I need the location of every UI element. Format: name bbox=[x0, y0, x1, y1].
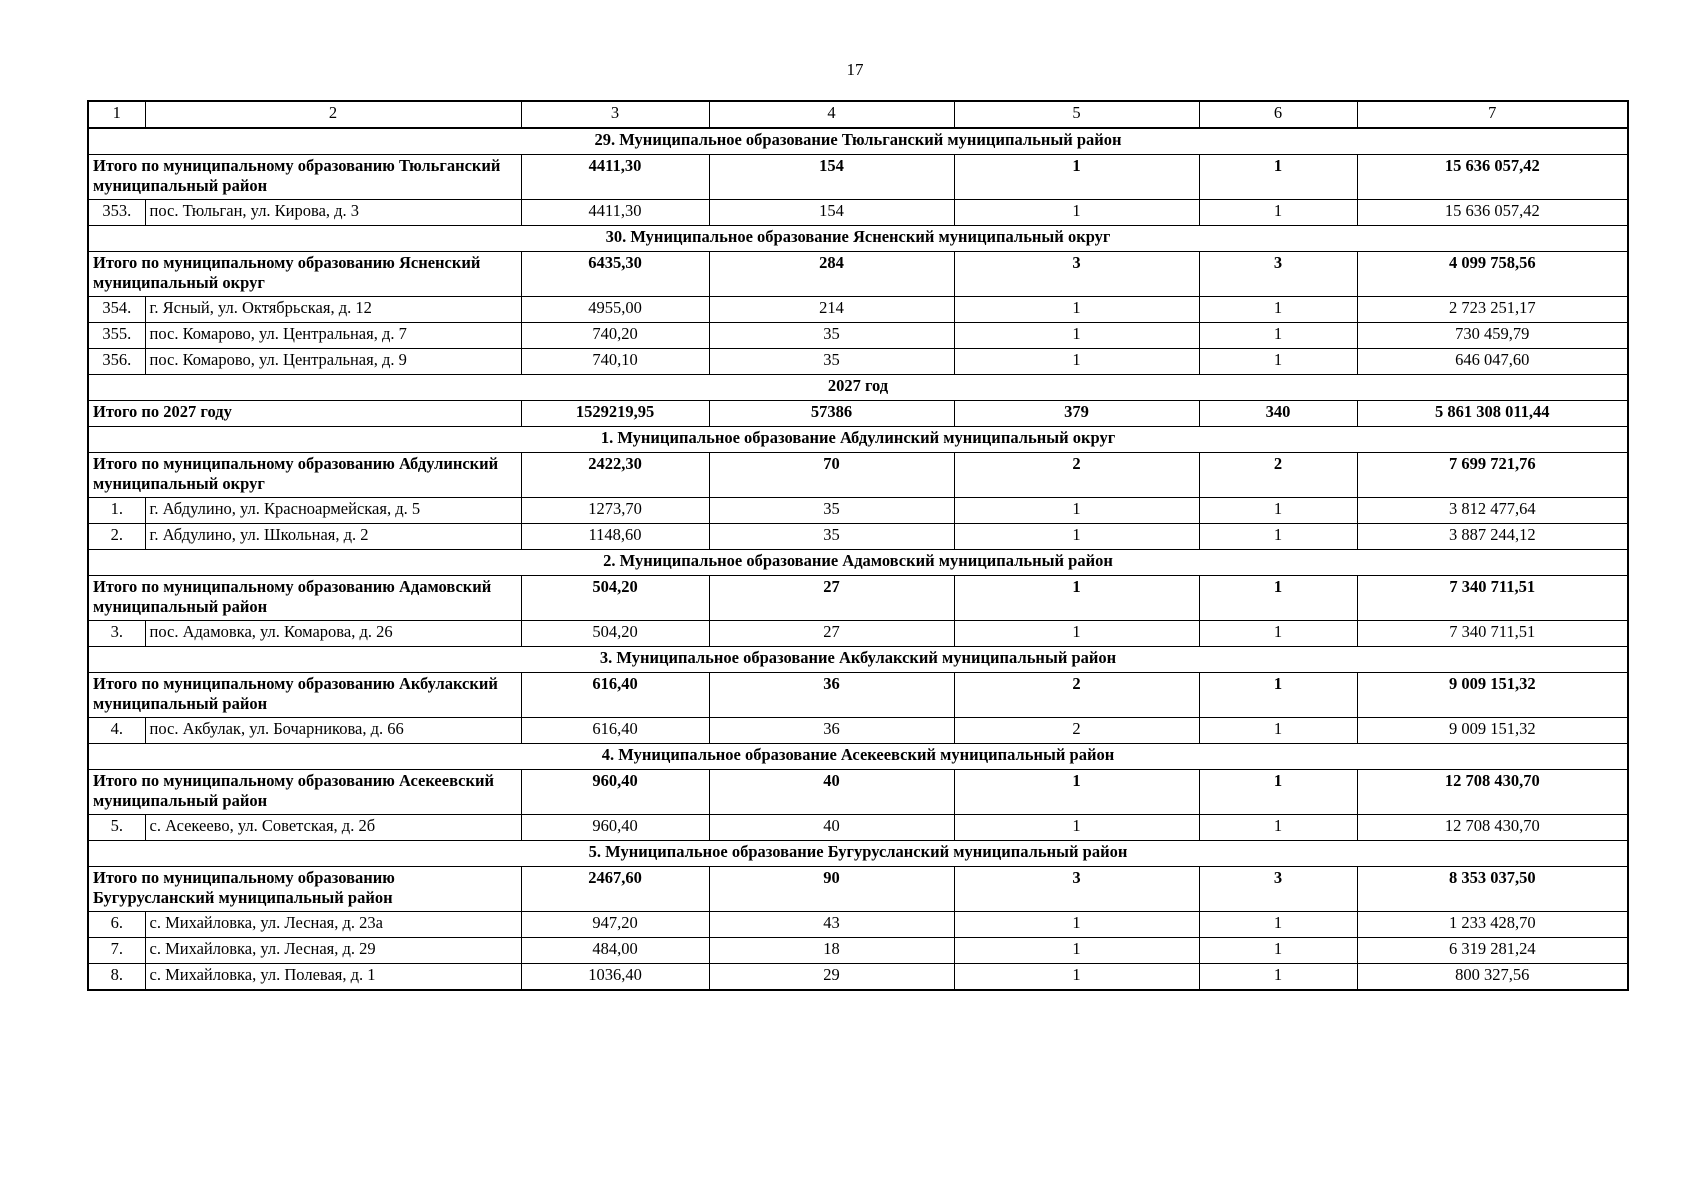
year-total-row bbox=[88, 401, 1628, 427]
residents: 35 bbox=[709, 498, 954, 524]
address: г. Абдулино, ул. Красноармейская, д. 5 bbox=[145, 498, 521, 524]
col6-value: 1 bbox=[1199, 323, 1357, 349]
col6-value: 1 bbox=[1199, 297, 1357, 323]
col5-value: 1 bbox=[954, 498, 1199, 524]
total-col5: 379 bbox=[954, 401, 1199, 427]
total-amount: 8 353 037,50 bbox=[1357, 867, 1628, 912]
table-row bbox=[88, 912, 1628, 938]
table-row bbox=[88, 297, 1628, 323]
total-label: Итого по муниципальному образованию Адамовский муниципальный район bbox=[88, 576, 521, 621]
col5-value: 1 bbox=[954, 964, 1199, 991]
total-col6: 1 bbox=[1199, 673, 1357, 718]
total-label: Итого по муниципальному образованию Акбулакский муниципальный район bbox=[88, 673, 521, 718]
address: с. Михайловка, ул. Лесная, д. 23а bbox=[145, 912, 521, 938]
total-col6: 3 bbox=[1199, 867, 1357, 912]
total-residents: 90 bbox=[709, 867, 954, 912]
total-amount: 9 009 151,32 bbox=[1357, 673, 1628, 718]
col5-value: 1 bbox=[954, 200, 1199, 226]
table-header-row bbox=[88, 101, 1628, 128]
row-number: 353. bbox=[88, 200, 145, 226]
total-residents: 70 bbox=[709, 453, 954, 498]
area: 4411,30 bbox=[521, 200, 709, 226]
column-header: 7 bbox=[1357, 101, 1628, 128]
total-col5: 2 bbox=[954, 453, 1199, 498]
total-area: 2422,30 bbox=[521, 453, 709, 498]
col6-value: 1 bbox=[1199, 938, 1357, 964]
section-title: 3. Муниципальное образование Акбулакский муниципальный район bbox=[88, 647, 1628, 673]
column-header: 5 bbox=[954, 101, 1199, 128]
total-label: Итого по муниципальному образованию Ясненский муниципальный округ bbox=[88, 252, 521, 297]
amount: 15 636 057,42 bbox=[1357, 200, 1628, 226]
area: 4955,00 bbox=[521, 297, 709, 323]
amount: 2 723 251,17 bbox=[1357, 297, 1628, 323]
residents: 27 bbox=[709, 621, 954, 647]
column-header: 3 bbox=[521, 101, 709, 128]
col5-value: 1 bbox=[954, 938, 1199, 964]
col6-value: 1 bbox=[1199, 912, 1357, 938]
col5-value: 1 bbox=[954, 524, 1199, 550]
table-row bbox=[88, 200, 1628, 226]
row-number: 356. bbox=[88, 349, 145, 375]
section-title: 5. Муниципальное образование Бугурусланский муниципальный район bbox=[88, 841, 1628, 867]
col5-value: 1 bbox=[954, 297, 1199, 323]
col6-value: 1 bbox=[1199, 815, 1357, 841]
address: с. Михайловка, ул. Полевая, д. 1 bbox=[145, 964, 521, 991]
total-amount: 12 708 430,70 bbox=[1357, 770, 1628, 815]
subtotal-row bbox=[88, 770, 1628, 815]
table-row bbox=[88, 938, 1628, 964]
subtotal-row bbox=[88, 576, 1628, 621]
column-header: 1 bbox=[88, 101, 145, 128]
table-row bbox=[88, 349, 1628, 375]
col5-value: 1 bbox=[954, 912, 1199, 938]
housing-program-table bbox=[87, 100, 1629, 991]
residents: 35 bbox=[709, 323, 954, 349]
section-title: 29. Муниципальное образование Тюльганский муниципальный район bbox=[88, 128, 1628, 155]
section-title: 30. Муниципальное образование Ясненский муниципальный округ bbox=[88, 226, 1628, 252]
table-row bbox=[88, 524, 1628, 550]
total-col6: 340 bbox=[1199, 401, 1357, 427]
section-header-row bbox=[88, 744, 1628, 770]
section-title: 2027 год bbox=[88, 375, 1628, 401]
residents: 214 bbox=[709, 297, 954, 323]
col6-value: 1 bbox=[1199, 349, 1357, 375]
residents: 18 bbox=[709, 938, 954, 964]
total-residents: 40 bbox=[709, 770, 954, 815]
section-title: 1. Муниципальное образование Абдулинский муниципальный округ bbox=[88, 427, 1628, 453]
column-header: 6 bbox=[1199, 101, 1357, 128]
amount: 12 708 430,70 bbox=[1357, 815, 1628, 841]
residents: 35 bbox=[709, 524, 954, 550]
total-amount: 5 861 308 011,44 bbox=[1357, 401, 1628, 427]
area: 1148,60 bbox=[521, 524, 709, 550]
area: 947,20 bbox=[521, 912, 709, 938]
address: пос. Акбулак, ул. Бочарникова, д. 66 bbox=[145, 718, 521, 744]
total-col5: 2 bbox=[954, 673, 1199, 718]
total-col5: 1 bbox=[954, 155, 1199, 200]
row-number: 2. bbox=[88, 524, 145, 550]
total-col6: 3 bbox=[1199, 252, 1357, 297]
total-label: Итого по муниципальному образованию Асекеевский муниципальный район bbox=[88, 770, 521, 815]
total-col6: 2 bbox=[1199, 453, 1357, 498]
total-col6: 1 bbox=[1199, 576, 1357, 621]
residents: 154 bbox=[709, 200, 954, 226]
total-col6: 1 bbox=[1199, 155, 1357, 200]
subtotal-row bbox=[88, 155, 1628, 200]
total-area: 6435,30 bbox=[521, 252, 709, 297]
table-row bbox=[88, 498, 1628, 524]
table-row bbox=[88, 621, 1628, 647]
amount: 7 340 711,51 bbox=[1357, 621, 1628, 647]
area: 504,20 bbox=[521, 621, 709, 647]
row-number: 354. bbox=[88, 297, 145, 323]
total-area: 2467,60 bbox=[521, 867, 709, 912]
total-amount: 7 340 711,51 bbox=[1357, 576, 1628, 621]
amount: 646 047,60 bbox=[1357, 349, 1628, 375]
subtotal-row bbox=[88, 867, 1628, 912]
subtotal-row bbox=[88, 673, 1628, 718]
col5-value: 1 bbox=[954, 349, 1199, 375]
amount: 800 327,56 bbox=[1357, 964, 1628, 991]
area: 740,20 bbox=[521, 323, 709, 349]
row-number: 5. bbox=[88, 815, 145, 841]
table-row bbox=[88, 718, 1628, 744]
section-title: 4. Муниципальное образование Асекеевский муниципальный район bbox=[88, 744, 1628, 770]
total-amount: 7 699 721,76 bbox=[1357, 453, 1628, 498]
total-label: Итого по муниципальному образованию Тюльганский муниципальный район bbox=[88, 155, 521, 200]
residents: 29 bbox=[709, 964, 954, 991]
col5-value: 2 bbox=[954, 718, 1199, 744]
col6-value: 1 bbox=[1199, 524, 1357, 550]
section-header-row bbox=[88, 128, 1628, 155]
total-area: 960,40 bbox=[521, 770, 709, 815]
col5-value: 1 bbox=[954, 323, 1199, 349]
total-area: 616,40 bbox=[521, 673, 709, 718]
total-col5: 3 bbox=[954, 252, 1199, 297]
area: 1036,40 bbox=[521, 964, 709, 991]
total-residents: 27 bbox=[709, 576, 954, 621]
total-area: 4411,30 bbox=[521, 155, 709, 200]
row-number: 8. bbox=[88, 964, 145, 991]
total-residents: 57386 bbox=[709, 401, 954, 427]
row-number: 3. bbox=[88, 621, 145, 647]
section-header-row bbox=[88, 647, 1628, 673]
residents: 36 bbox=[709, 718, 954, 744]
col5-value: 1 bbox=[954, 621, 1199, 647]
row-number: 6. bbox=[88, 912, 145, 938]
page-number: 17 bbox=[846, 60, 864, 79]
amount: 6 319 281,24 bbox=[1357, 938, 1628, 964]
area: 616,40 bbox=[521, 718, 709, 744]
subtotal-row bbox=[88, 252, 1628, 297]
col6-value: 1 bbox=[1199, 718, 1357, 744]
row-number: 355. bbox=[88, 323, 145, 349]
row-number: 7. bbox=[88, 938, 145, 964]
residents: 43 bbox=[709, 912, 954, 938]
total-col5: 3 bbox=[954, 867, 1199, 912]
total-amount: 15 636 057,42 bbox=[1357, 155, 1628, 200]
address: пос. Тюльган, ул. Кирова, д. 3 bbox=[145, 200, 521, 226]
total-area: 1529219,95 bbox=[521, 401, 709, 427]
total-residents: 154 bbox=[709, 155, 954, 200]
section-header-row bbox=[88, 375, 1628, 401]
amount: 3 812 477,64 bbox=[1357, 498, 1628, 524]
section-header-row bbox=[88, 427, 1628, 453]
col6-value: 1 bbox=[1199, 200, 1357, 226]
total-area: 504,20 bbox=[521, 576, 709, 621]
column-header: 2 bbox=[145, 101, 521, 128]
amount: 9 009 151,32 bbox=[1357, 718, 1628, 744]
total-residents: 36 bbox=[709, 673, 954, 718]
address: пос. Комарово, ул. Центральная, д. 9 bbox=[145, 349, 521, 375]
address: г. Абдулино, ул. Школьная, д. 2 bbox=[145, 524, 521, 550]
area: 484,00 bbox=[521, 938, 709, 964]
total-col6: 1 bbox=[1199, 770, 1357, 815]
total-label: Итого по 2027 году bbox=[88, 401, 521, 427]
total-label: Итого по муниципальному образованию Бугурусланский муниципальный район bbox=[88, 867, 521, 912]
subtotal-row bbox=[88, 453, 1628, 498]
total-residents: 284 bbox=[709, 252, 954, 297]
amount: 730 459,79 bbox=[1357, 323, 1628, 349]
table-row bbox=[88, 964, 1628, 991]
total-amount: 4 099 758,56 bbox=[1357, 252, 1628, 297]
table-row bbox=[88, 323, 1628, 349]
col6-value: 1 bbox=[1199, 498, 1357, 524]
col6-value: 1 bbox=[1199, 621, 1357, 647]
section-header-row bbox=[88, 550, 1628, 576]
area: 740,10 bbox=[521, 349, 709, 375]
residents: 40 bbox=[709, 815, 954, 841]
address: пос. Адамовка, ул. Комарова, д. 26 bbox=[145, 621, 521, 647]
total-col5: 1 bbox=[954, 576, 1199, 621]
area: 960,40 bbox=[521, 815, 709, 841]
amount: 3 887 244,12 bbox=[1357, 524, 1628, 550]
col6-value: 1 bbox=[1199, 964, 1357, 991]
amount: 1 233 428,70 bbox=[1357, 912, 1628, 938]
address: с. Михайловка, ул. Лесная, д. 29 bbox=[145, 938, 521, 964]
section-title: 2. Муниципальное образование Адамовский муниципальный район bbox=[88, 550, 1628, 576]
section-header-row bbox=[88, 226, 1628, 252]
column-header: 4 bbox=[709, 101, 954, 128]
row-number: 1. bbox=[88, 498, 145, 524]
residents: 35 bbox=[709, 349, 954, 375]
col5-value: 1 bbox=[954, 815, 1199, 841]
section-header-row bbox=[88, 841, 1628, 867]
address: пос. Комарово, ул. Центральная, д. 7 bbox=[145, 323, 521, 349]
table-row bbox=[88, 815, 1628, 841]
address: г. Ясный, ул. Октябрьская, д. 12 bbox=[145, 297, 521, 323]
address: с. Асекеево, ул. Советская, д. 2б bbox=[145, 815, 521, 841]
total-label: Итого по муниципальному образованию Абдулинский муниципальный округ bbox=[88, 453, 521, 498]
area: 1273,70 bbox=[521, 498, 709, 524]
row-number: 4. bbox=[88, 718, 145, 744]
total-col5: 1 bbox=[954, 770, 1199, 815]
